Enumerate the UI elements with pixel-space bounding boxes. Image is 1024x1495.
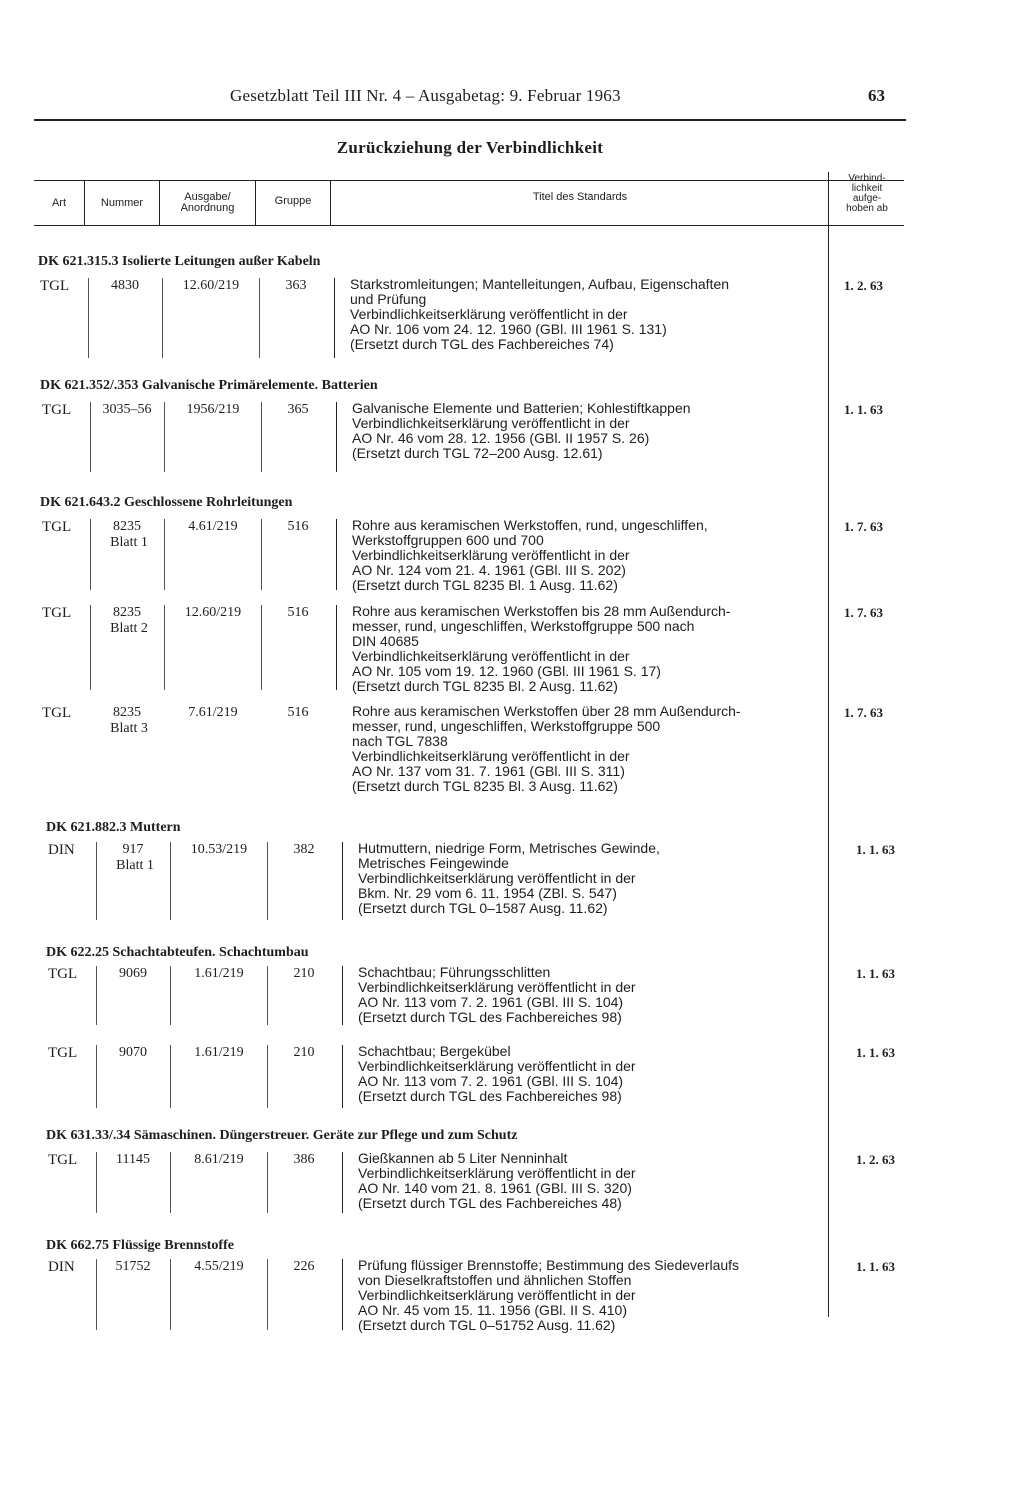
entry-gruppe: 210 — [293, 1045, 315, 1060]
entry-aufgehoben-ab: 1. 1. 63 — [856, 966, 895, 981]
entry-aufgehoben-ab: 1. 2. 63 — [844, 278, 883, 293]
entry-column-divider — [96, 1045, 97, 1108]
section-heading: DK 622.25 Schachtabteufen. Schachtumbau — [46, 945, 309, 960]
section-heading: DK 621.643.2 Geschlossene Rohrleitungen — [40, 495, 293, 510]
entry-column-divider — [170, 966, 171, 1025]
entry-ausgabe: 12.60/219 — [182, 278, 240, 293]
col-header-titel: Titel des Standards — [532, 191, 628, 203]
entry-column-divider — [334, 278, 335, 358]
col-header-ausgabe-line: Anordnung — [180, 202, 235, 214]
entry-art: DIN — [48, 1259, 75, 1275]
entry-column-divider — [336, 402, 337, 472]
col-header-art: Art — [51, 197, 67, 209]
entry-column-divider — [267, 1152, 268, 1213]
col-header-verbindlichkeit — [829, 174, 905, 214]
entry-gruppe: 210 — [293, 966, 315, 981]
entry-aufgehoben-ab: 1. 1. 63 — [856, 1259, 895, 1274]
entry-gruppe: 382 — [293, 842, 315, 857]
col-header-verbindlichkeit-line: hoben ab — [846, 203, 888, 214]
entry-aufgehoben-ab: 1. 7. 63 — [844, 705, 883, 720]
entry-nummer: 9069 — [119, 966, 147, 981]
entry-column-divider — [336, 519, 337, 590]
entry-nummer: 51752 — [115, 1259, 151, 1274]
entry-art: TGL — [42, 402, 72, 418]
header-divider — [330, 180, 331, 225]
entry-titel: Gießkannen ab 5 Liter Nenninhalt Verbindlichkeitserklärung veröffentlicht in der AO Nr. 140 vom 21. 8. 1961 (GBl. III S. 320) (Ersetzt durch TGL des Fachbereiches 48) — [358, 1150, 636, 1211]
col-header-verbindlichkeit-line: Verbind- — [848, 173, 886, 184]
entry-column-divider — [170, 1045, 171, 1108]
entry-column-divider — [170, 842, 171, 920]
entry-ausgabe: 1.61/219 — [194, 966, 244, 981]
entry-column-divider — [96, 966, 97, 1025]
running-head: Gesetzblatt Teil III Nr. 4 – Ausgabetag: 9. Februar 1963 — [230, 86, 621, 105]
entry-nummer: 11145 — [116, 1152, 150, 1167]
entry-gruppe: 386 — [293, 1152, 315, 1167]
entry-column-divider — [170, 1259, 171, 1330]
entry-column-divider — [261, 605, 262, 690]
entry-column-divider — [162, 278, 163, 358]
entry-aufgehoben-ab: 1. 1. 63 — [844, 402, 883, 417]
entry-titel: Starkstromleitungen; Mantelleitungen, Aufbau, Eigenschaften und Prüfung Verbindlichkeitserklärung veröffentlicht in der AO Nr. 106 vom 24. 12. 1960 (GBl. III 1961 S. 131) (Ersetzt durch TGL des Fachbereiches 74) — [350, 276, 730, 352]
entry-art: TGL — [48, 1152, 78, 1168]
col-header-ausgabe-line: Ausgabe/ — [184, 191, 231, 203]
header-divider — [84, 180, 85, 225]
entry-column-divider — [267, 842, 268, 920]
col-header-nummer: Nummer — [100, 197, 144, 209]
entry-ausgabe: 4.61/219 — [188, 519, 238, 534]
entry-column-divider — [164, 605, 165, 690]
entry-blatt: Blatt 1 — [116, 858, 154, 873]
entry-nummer: 8235 — [113, 519, 141, 534]
entry-ausgabe: 1.61/219 — [194, 1045, 244, 1060]
entry-gruppe: 516 — [287, 605, 309, 620]
entry-ausgabe: 4.55/219 — [194, 1259, 244, 1274]
entry-column-divider — [261, 402, 262, 472]
entry-column-divider — [267, 1259, 268, 1330]
section-title: Zurückziehung der Verbindlichkeit — [336, 138, 604, 157]
entry-blatt: Blatt 2 — [110, 621, 148, 636]
entry-column-divider — [342, 1045, 343, 1108]
entry-titel: Rohre aus keramischen Werkstoffen bis 28 mm Außendurch- messer, rund, ungeschliffen, Werkstoffgruppe 500 nach DIN 40685 Verbindlichkeitserklärung veröffentlicht in der AO Nr. 105 vom 19. 12. 1960 (GBl. III 1961 S. 17) (Ersetzt durch TGL 8235 Bl. 2 Ausg. 11.62) — [352, 603, 731, 694]
entry-column-divider — [96, 1152, 97, 1213]
entry-column-divider — [342, 966, 343, 1025]
entry-column-divider — [336, 605, 337, 690]
entry-gruppe: 516 — [287, 705, 309, 720]
entry-art: TGL — [42, 705, 72, 721]
entry-art: TGL — [48, 1045, 78, 1061]
entry-aufgehoben-ab: 1. 7. 63 — [844, 519, 883, 534]
section-heading: DK 631.33/.34 Sämaschinen. Düngerstreuer. Geräte zur Pflege und zum Schutz — [46, 1128, 518, 1143]
page-number: 63 — [868, 86, 885, 105]
entry-column-divider — [88, 278, 89, 358]
entry-gruppe: 363 — [285, 278, 307, 293]
entry-column-divider — [267, 1045, 268, 1108]
entry-gruppe: 365 — [287, 402, 309, 417]
section-heading: DK 621.352/.353 Galvanische Primärelemente. Batterien — [40, 378, 378, 393]
entry-titel: Schachtbau; Bergekübel Verbindlichkeitserklärung veröffentlicht in der AO Nr. 113 vom 7. 2. 1961 (GBl. III S. 104) (Ersetzt durch TGL des Fachbereiches 98) — [358, 1043, 636, 1104]
col-header-gruppe: Gruppe — [274, 195, 312, 207]
section-heading: DK 662.75 Flüssige Brennstoffe — [46, 1238, 234, 1253]
entry-column-divider — [90, 519, 91, 590]
section-heading: DK 621.315.3 Isolierte Leitungen außer Kabeln — [38, 254, 321, 269]
header-bottom-rule — [34, 225, 904, 226]
entry-ausgabe: 10.53/219 — [190, 842, 248, 857]
entry-aufgehoben-ab: 1. 1. 63 — [856, 1045, 895, 1060]
entry-aufgehoben-ab: 1. 1. 63 — [856, 842, 895, 857]
entry-nummer: 917 — [122, 842, 144, 857]
col-header-verbindlichkeit-line: lichkeit — [851, 183, 883, 194]
entry-nummer: 8235 — [113, 705, 141, 720]
header-rule — [34, 119, 906, 121]
entry-art: DIN — [48, 842, 75, 858]
entry-column-divider — [164, 519, 165, 590]
entry-titel: Schachtbau; Führungsschlitten Verbindlichkeitserklärung veröffentlicht in der AO Nr. 113 vom 7. 2. 1961 (GBl. III S. 104) (Ersetzt durch TGL des Fachbereiches 98) — [358, 964, 636, 1025]
entry-column-divider — [90, 605, 91, 690]
entry-nummer: 9070 — [119, 1045, 147, 1060]
table-top-rule — [34, 180, 904, 181]
entry-nummer: 4830 — [111, 278, 139, 293]
entry-gruppe: 516 — [287, 519, 309, 534]
entry-column-divider — [170, 1152, 171, 1213]
entry-column-divider — [342, 1152, 343, 1213]
col-header-verbindlichkeit-line: aufge- — [852, 193, 882, 204]
entry-art: TGL — [42, 605, 72, 621]
entry-gruppe: 226 — [293, 1259, 315, 1274]
entry-nummer: 3035–56 — [102, 402, 152, 417]
entry-ausgabe: 12.60/219 — [184, 605, 242, 620]
entry-titel: Rohre aus keramischen Werkstoffen über 28 mm Außendurch- messer, rund, ungeschliffen, Werkstoffgruppe 500 nach TGL 7838 Verbindlichkeitserklärung veröffentlicht in der AO Nr. 137 vom 31. 7. 1961 (GBl. III S. 311) (Ersetzt durch TGL 8235 Bl. 3 Ausg. 11.62) — [352, 703, 741, 794]
entry-nummer: 8235 — [113, 605, 141, 620]
entry-column-divider — [267, 966, 268, 1025]
entry-column-divider — [96, 842, 97, 920]
entry-ausgabe: 1956/219 — [186, 402, 240, 417]
entry-titel: Rohre aus keramischen Werkstoffen, rund, ungeschliffen, Werkstoffgruppen 600 und 700 Verbindlichkeitserklärung veröffentlicht in der AO Nr. 124 vom 21. 4. 1961 (GBl. III S. 202) (Ersetzt durch TGL 8235 Bl. 1 Ausg. 11.62) — [352, 517, 708, 593]
entry-titel: Galvanische Elemente und Batterien; Kohlestiftkappen Verbindlichkeitserklärung veröffentlicht in der AO Nr. 46 vom 28. 12. 1956 (GBl. II 1957 S. 26) (Ersetzt durch TGL 72–200 Ausg. 12.61) — [352, 400, 691, 461]
entry-titel: Prüfung flüssiger Brennstoffe; Bestimmung des Siedeverlaufs von Dieselkraftstoffen und ähnlichen Stoffen Verbindlichkeitserklärung veröffentlicht in der AO Nr. 45 vom 15. 11. 1956 (GBl. II S. 410) (Ersetzt durch TGL 0–51752 Ausg. 11.62) — [358, 1257, 740, 1333]
entry-column-divider — [96, 1259, 97, 1330]
entry-art: TGL — [42, 519, 72, 535]
entry-blatt: Blatt 1 — [110, 535, 148, 550]
section-heading: DK 621.882.3 Muttern — [46, 820, 181, 835]
entry-aufgehoben-ab: 1. 7. 63 — [844, 605, 883, 620]
entry-art: TGL — [48, 966, 78, 982]
entry-column-divider — [90, 402, 91, 472]
entry-blatt: Blatt 3 — [110, 721, 148, 736]
entry-ausgabe: 8.61/219 — [194, 1152, 244, 1167]
entry-column-divider — [259, 278, 260, 358]
entry-titel: Hutmuttern, niedrige Form, Metrisches Gewinde, Metrisches Feingewinde Verbindlichkeitserklärung veröffentlicht in der Bkm. Nr. 29 vom 6. 11. 1954 (ZBl. S. 547) (Ersetzt durch TGL 0–1587 Ausg. 11.62) — [358, 840, 660, 916]
entry-ausgabe: 7.61/219 — [188, 705, 238, 720]
entry-column-divider — [261, 519, 262, 590]
entry-art: TGL — [40, 278, 70, 294]
entry-column-divider — [164, 402, 165, 472]
entry-aufgehoben-ab: 1. 2. 63 — [856, 1152, 895, 1167]
entry-column-divider — [342, 842, 343, 920]
entry-column-divider — [342, 1259, 343, 1330]
col-header-ausgabe — [160, 192, 255, 214]
